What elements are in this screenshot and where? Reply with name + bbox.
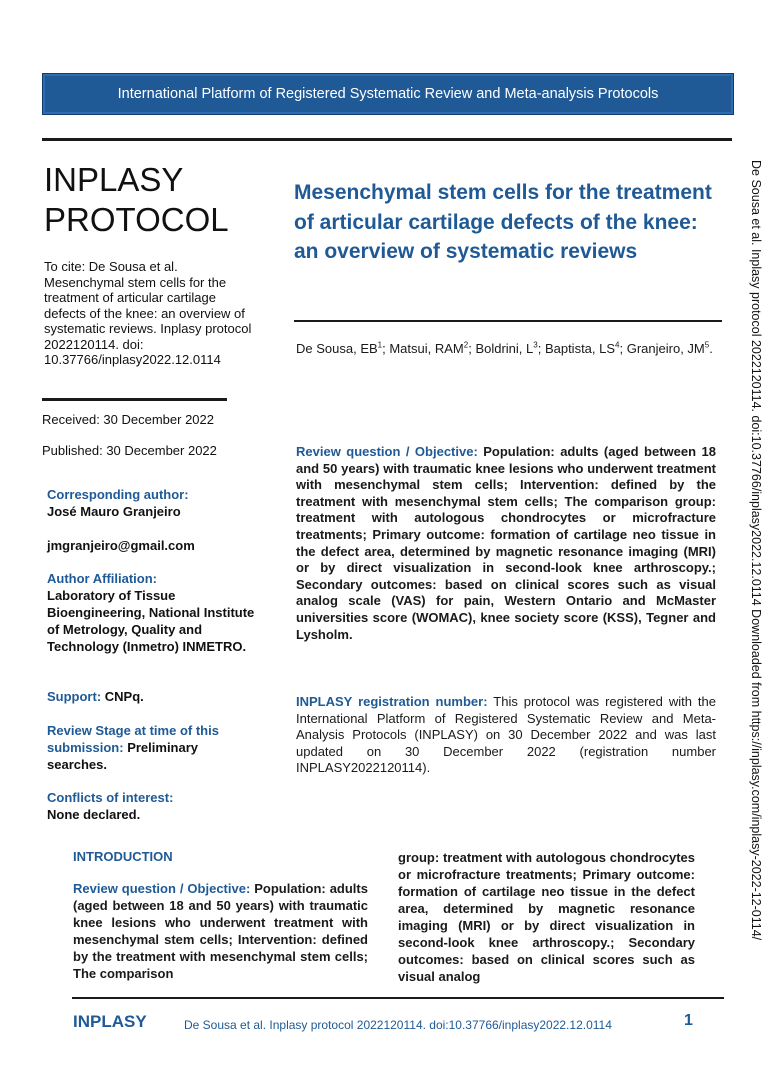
author-list: [296, 337, 716, 357]
journal-banner: International Platform of Registered Systematic Review and Meta-analysis Protocols: [42, 73, 734, 115]
received-date: Received: 30 December 2022: [42, 412, 214, 427]
author-affiliation-number: 2: [463, 341, 469, 350]
conflicts-label: Conflicts of interest:: [47, 790, 174, 805]
introduction-column-2: group: treatment with autologous chondrocytes or microfracture treatments; Primary outcome: formation of cartilage neo tissue in the defect area, determined by magnetic resonance imaging (MRI) or by direct visualization in second-look knee arthroscopy.; Secondary outcomes: based on clinical scores such as visual analog: [398, 850, 695, 984]
author-separator: ;: [537, 341, 545, 357]
author-entry: [545, 341, 627, 356]
conflicts-info: [47, 789, 257, 823]
registration-label: INPLASY registration number:: [296, 694, 488, 709]
side-download-note: [742, 160, 768, 1040]
affiliation-text: Laboratory of Tissue Bioengineering, National Institute of Metrology, Quality and Technology (Inmetro) INMETRO.: [47, 588, 255, 654]
footer-brand: INPLASY: [73, 1012, 147, 1031]
author-separator: ;: [468, 341, 476, 357]
registration-text: This protocol was registered with the International Platform of Registered Systematic Review and Meta-Analysis Protocols (INPLASY) on 30 December 2022 and was last updated on 30 December 2022 (registration number INPLASY2022120114).: [296, 694, 717, 776]
review-objective: [296, 444, 716, 643]
author-entry: [627, 341, 713, 356]
author-email[interactable]: jmgranjeiro@gmail.com: [47, 538, 195, 553]
corresponding-name: José Mauro Granjeiro: [47, 504, 181, 519]
review-stage-label: Review Stage at time of this submission:: [47, 723, 219, 755]
author-separator: ;: [382, 341, 390, 357]
author-affiliation-number: 5: [704, 341, 710, 350]
published-date: Published: 30 December 2022: [42, 443, 217, 458]
protocol-label-line2: PROTOCOL: [44, 201, 229, 238]
footer-divider: [72, 997, 724, 999]
author-affiliation-number: 4: [615, 341, 620, 350]
author-name: Matsui, RAM: [389, 341, 464, 357]
author-separator: ;: [619, 341, 627, 357]
corresponding-label: Corresponding author:: [47, 487, 189, 502]
author-name: Granjeiro, JM: [626, 341, 705, 357]
side-download-text[interactable]: De Sousa et al. Inplasy protocol 2022120114. doi:10.37766/inplasy2022.12.0114 Downloaded from https://inplasy.com/inplasy-2022-12-0114/: [749, 160, 763, 941]
author-entry: [296, 341, 389, 356]
objective-text: Population: adults (aged between 18 and 50 years) with traumatic knee lesions who underwent treatment with mesenchymal stem cells; Intervention: defined by the treatment with mesenchymal stem cells; The comparison group: treatment with autologous chondrocytes or microfracture treatments; Primary outcome: formation of cartilage neo tissue in the defect area, determined by magnetic resonance imaging (MRI) or by direct visualization in second-look knee arthroscopy.; Secondary outcomes: based on clinical scores such as visual analog scale (VAS) for pain, Western Ontario and McMaster universities score (WOMAC), knee society score (KSS), Tegner and Lysholm.: [296, 444, 716, 642]
review-stage: [47, 722, 257, 773]
support-value: CNPq.: [104, 689, 144, 704]
author-name: Baptista, LS: [544, 341, 616, 357]
author-affiliation: [47, 570, 257, 655]
footer-citation: De Sousa et al. Inplasy protocol 2022120114. doi:10.37766/inplasy2022.12.0114: [184, 1018, 612, 1032]
affiliation-label: Author Affiliation:: [47, 571, 157, 586]
review-stage-value: Preliminary searches.: [47, 740, 199, 772]
support-info: [47, 688, 257, 705]
objective-label: Review question / Objective:: [296, 444, 478, 459]
author-affiliation-number: 1: [377, 341, 383, 350]
author-entry: [475, 341, 545, 356]
paper-title: Mesenchymal stem cells for the treatment of articular cartilage defects of the knee: an overview of systematic reviews: [294, 181, 712, 263]
author-separator: .: [709, 341, 713, 357]
left-divider: [42, 398, 227, 401]
protocol-label: [44, 160, 274, 240]
registration-info: [296, 694, 716, 777]
support-label: Support:: [47, 689, 102, 704]
introduction-heading: INTRODUCTION: [73, 849, 173, 864]
intro-col1-text: Population: adults (aged between 18 and 50 years) with traumatic knee lesions who underwent treatment with mesenchymal stem cells; Intervention: defined by the treatment with mesenchymal stem cells; The comparison: [73, 881, 368, 981]
author-name: Boldrini, L: [475, 341, 534, 357]
intro-objective-label: Review question / Objective:: [73, 881, 251, 896]
conflicts-value: None declared.: [47, 807, 141, 822]
introduction-column-1: [73, 880, 368, 982]
top-divider: [42, 138, 732, 141]
page-number: 1: [684, 1012, 693, 1029]
citation-text: To cite: De Sousa et al. Mesenchymal stem cells for the treatment of articular cartilage defects of the knee: an overview of systematic reviews. Inplasy protocol 2022120114. doi: 10.37766/inplasy2022.12.0114: [44, 259, 252, 367]
corresponding-author: [47, 486, 257, 520]
author-name: De Sousa, EB: [296, 341, 378, 357]
author-entry: [389, 341, 475, 356]
author-affiliation-number: 3: [533, 341, 538, 350]
title-divider: [294, 320, 722, 322]
protocol-label-line1: INPLASY: [44, 161, 184, 198]
